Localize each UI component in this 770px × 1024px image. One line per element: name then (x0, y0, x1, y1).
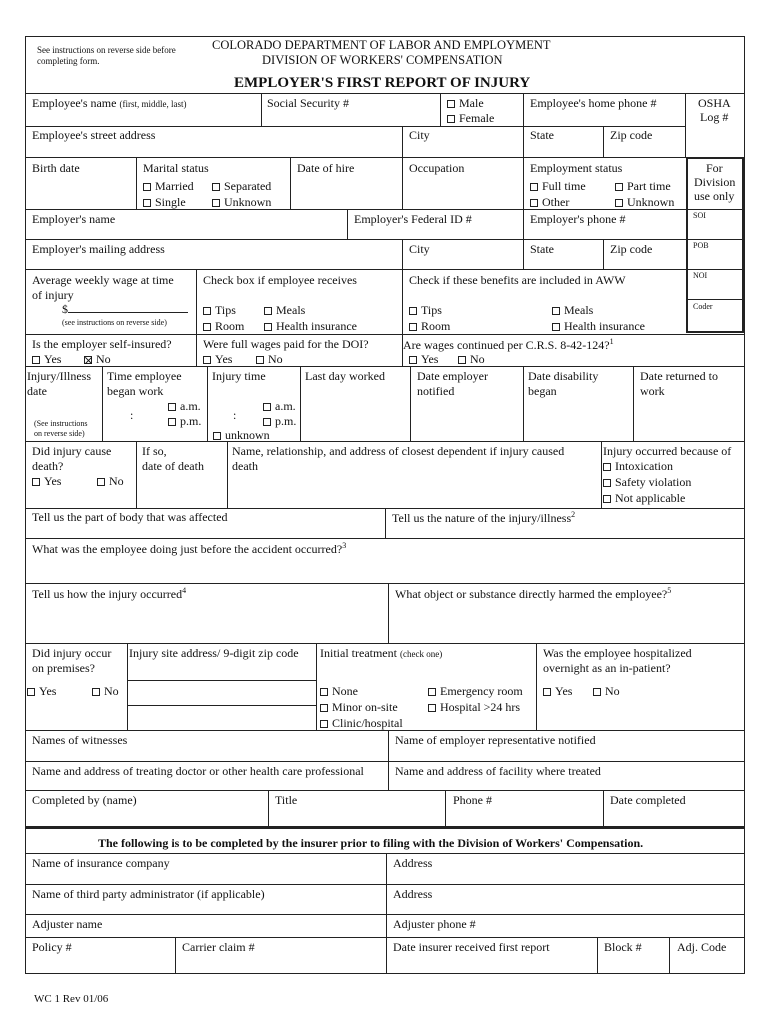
last-day-worked-label[interactable]: Last day worked (305, 369, 385, 383)
began-pm-checkbox[interactable]: p.m. (168, 414, 201, 428)
death-label: Did injury cause (32, 444, 112, 458)
self-insured-yes-checkbox[interactable]: Yes (32, 352, 61, 366)
wages-continued-no-checkbox[interactable]: No (458, 352, 485, 366)
employer-state-label[interactable]: State (530, 242, 554, 256)
on-premises-label-2: on premises? (32, 661, 95, 675)
aww-health-checkbox[interactable]: Health insurance (552, 319, 645, 333)
began-work-label-2: began work (107, 384, 164, 398)
full-wages-no-checkbox[interactable]: No (256, 352, 283, 366)
on-premises-label: Did injury occur (32, 646, 112, 660)
osha-label: OSHA (698, 96, 731, 110)
weekly-wage-input[interactable]: $ (62, 302, 188, 316)
premises-yes-checkbox[interactable]: Yes (27, 684, 56, 698)
began-work-label[interactable]: Time employee (107, 369, 182, 383)
object-substance-label[interactable]: What object or substance directly harmed the employee?$^5$ (395, 586, 672, 601)
weekly-wage-label: Average weekly wage at time (32, 273, 174, 287)
treating-doctor-label[interactable]: Name and address of treating doctor or other health care professional (32, 764, 364, 778)
pob-label: POB (693, 241, 709, 250)
death-label-2: death? (32, 459, 64, 473)
returned-to-work-label-2: work (640, 384, 665, 398)
form-revision: WC 1 Rev 01/06 (34, 993, 109, 1005)
street-address-label[interactable]: Employee's street address (32, 128, 156, 142)
date-completed-label[interactable]: Date completed (610, 793, 686, 807)
employer-zip-label[interactable]: Zip code (610, 242, 653, 256)
aww-label: Check if these benefits are included in AWW (409, 273, 626, 287)
mailing-address-label[interactable]: Employer's mailing address (32, 242, 165, 256)
inpatient-no-checkbox[interactable]: No (593, 684, 620, 698)
full-wages-label: Were full wages paid for the DOI? (203, 337, 369, 351)
separated-checkbox[interactable]: Separated (212, 179, 271, 193)
injury-site-label[interactable]: Injury site address/ 9-digit zip code (129, 646, 299, 660)
self-insured-no-checkbox[interactable]: No (84, 352, 111, 366)
marital-unknown-checkbox[interactable]: Unknown (212, 195, 271, 209)
treatment-none-checkbox[interactable]: None (320, 684, 358, 698)
inpatient-label: Was the employee hospitalized (543, 646, 692, 660)
not-applicable-checkbox[interactable]: Not applicable (603, 491, 685, 505)
received-date-label[interactable]: Date insurer received first report (393, 940, 550, 954)
facility-label[interactable]: Name and address of facility where treated (395, 764, 601, 778)
intoxication-checkbox[interactable]: Intoxication (603, 459, 673, 473)
noi-label: NOI (693, 271, 708, 280)
tips-checkbox[interactable]: Tips (203, 303, 236, 317)
employment-status-label: Employment status (530, 161, 623, 175)
part-time-checkbox[interactable]: Part time (615, 179, 671, 193)
returned-to-work-label[interactable]: Date returned to (640, 369, 718, 383)
injury-nature-label[interactable]: Tell us the nature of the injury/illness$^2$ (392, 510, 576, 525)
employer-name-label[interactable]: Employer's name (32, 212, 116, 226)
date-of-death-label-2: date of death (142, 459, 204, 473)
city-label[interactable]: City (409, 128, 430, 142)
treatment-minor-checkbox[interactable]: Minor on-site (320, 700, 398, 714)
treatment-hospital-checkbox[interactable]: Hospital >24 hrs (428, 700, 520, 714)
full-time-checkbox[interactable]: Full time (530, 179, 586, 193)
death-yes-checkbox[interactable]: Yes (32, 474, 61, 488)
began-colon: : (130, 408, 134, 422)
division-use-label: use only (694, 189, 735, 203)
insurance-company-label[interactable]: Name of insurance company (32, 856, 170, 870)
insurer-address-label[interactable]: Address (393, 856, 433, 870)
weekly-wage-label-2: of injury (32, 288, 74, 302)
employee-doing-label[interactable]: What was the employee doing just before the accident occurred?$^3$ (32, 541, 347, 556)
employer-rep-label[interactable]: Name of employer representative notified (395, 733, 596, 747)
division-for-label: For (706, 161, 723, 175)
employer-notified-label-2: notified (417, 384, 455, 398)
injury-time-label[interactable]: Injury time (212, 369, 266, 383)
adj-code-label[interactable]: Adj. Code (677, 940, 727, 954)
state-label[interactable]: State (530, 128, 554, 142)
dependent-label-2: death (232, 459, 258, 473)
initial-treatment-label: Initial treatment (check one) (320, 646, 443, 660)
body-part-label[interactable]: Tell us the part of body that was affected (32, 510, 228, 524)
health-insurance-checkbox[interactable]: Health insurance (264, 319, 357, 333)
soi-label: SOI (693, 211, 706, 220)
ssn-label[interactable]: Social Security # (267, 96, 349, 110)
form-title: EMPLOYER'S FIRST REPORT OF INJURY (234, 75, 531, 91)
receives-label: Check box if employee receives (203, 273, 357, 287)
home-phone-label[interactable]: Employee's home phone # (530, 96, 657, 110)
adjuster-name-label[interactable]: Adjuster name (32, 917, 103, 931)
because-label: Injury occurred because of (603, 444, 732, 458)
wage-hint: (see instructions on reverse side) (62, 318, 167, 327)
status-unknown-checkbox[interactable]: Unknown (615, 195, 674, 209)
injury-am-checkbox[interactable]: a.m. (263, 399, 296, 413)
agency-name: COLORADO DEPARTMENT OF LABOR AND EMPLOYMENT (212, 38, 551, 52)
how-injury-occurred-label[interactable]: Tell us how the injury occurred$^4$ (32, 586, 187, 601)
employer-phone-label[interactable]: Employer's phone # (530, 212, 626, 226)
disability-began-label-2: began (528, 384, 557, 398)
phone-label[interactable]: Phone # (453, 793, 492, 807)
tpa-label[interactable]: Name of third party administrator (if applicable) (32, 887, 265, 901)
instructions-note: See instructions on reverse side before completing form. (37, 45, 176, 66)
witnesses-label[interactable]: Names of witnesses (32, 733, 128, 747)
division-name: DIVISION OF WORKERS' COMPENSATION (262, 53, 503, 67)
injury-date-hint-2: on reverse side) (34, 429, 85, 438)
aww-room-checkbox[interactable]: Room (409, 319, 450, 333)
completed-by-label[interactable]: Completed by (name) (32, 793, 137, 807)
employer-city-label[interactable]: City (409, 242, 430, 256)
date-of-hire-label[interactable]: Date of hire (297, 161, 355, 175)
wages-continued-yes-checkbox[interactable]: Yes (409, 352, 438, 366)
carrier-claim-label[interactable]: Carrier claim # (182, 940, 255, 954)
room-checkbox[interactable]: Room (203, 319, 244, 333)
female-checkbox[interactable]: Female (447, 111, 494, 125)
safety-violation-checkbox[interactable]: Safety violation (603, 475, 691, 489)
treatment-clinic-checkbox[interactable]: Clinic/hospital (320, 716, 403, 730)
premises-no-checkbox[interactable]: No (92, 684, 119, 698)
tpa-address-label[interactable]: Address (393, 887, 433, 901)
marital-status-label: Marital status (143, 161, 209, 175)
inpatient-yes-checkbox[interactable]: Yes (543, 684, 572, 698)
death-no-checkbox[interactable]: No (97, 474, 124, 488)
treatment-er-checkbox[interactable]: Emergency room (428, 684, 523, 698)
aww-meals-checkbox[interactable]: Meals (552, 303, 593, 317)
insurer-banner: The following is to be completed by the insurer prior to filing with the Division of Workers' Compensation. (98, 836, 644, 850)
disability-began-label[interactable]: Date disability (528, 369, 599, 383)
zip-label[interactable]: Zip code (610, 128, 653, 142)
inpatient-label-2: overnight as an in-patient? (543, 661, 671, 675)
employee-name-label[interactable]: Employee's name (first, middle, last) (32, 96, 187, 110)
injury-date-label[interactable]: Injury/Illness (27, 369, 91, 383)
coder-label: Coder (693, 302, 713, 311)
federal-id-label[interactable]: Employer's Federal ID # (354, 212, 472, 226)
meals-checkbox[interactable]: Meals (264, 303, 305, 317)
injury-time-unknown-checkbox[interactable]: unknown (213, 428, 270, 442)
married-checkbox[interactable]: Married (143, 179, 194, 193)
adjuster-phone-label[interactable]: Adjuster phone # (393, 917, 476, 931)
injury-pm-checkbox[interactable]: p.m. (263, 414, 296, 428)
osha-log-label: Log # (700, 110, 729, 124)
single-checkbox[interactable]: Single (143, 195, 186, 209)
policy-label[interactable]: Policy # (32, 940, 72, 954)
employer-notified-label[interactable]: Date employer (417, 369, 488, 383)
block-label[interactable]: Block # (604, 940, 642, 954)
self-insured-label: Is the employer self-insured? (32, 337, 172, 351)
birth-date-label[interactable]: Birth date (32, 161, 80, 175)
division-label: Division (694, 175, 736, 189)
other-checkbox[interactable]: Other (530, 195, 569, 209)
occupation-label[interactable]: Occupation (409, 161, 465, 175)
full-wages-yes-checkbox[interactable]: Yes (203, 352, 232, 366)
wages-continued-label: Are wages continued per C.R.S. 8-42-124?$^1$ (403, 337, 614, 352)
injury-date-label-2: date (27, 384, 47, 398)
aww-tips-checkbox[interactable]: Tips (409, 303, 442, 317)
injury-date-hint: (See instructions (34, 419, 88, 428)
male-checkbox[interactable]: Male (447, 96, 484, 110)
date-of-death-label[interactable]: If so, (142, 444, 167, 458)
title-label[interactable]: Title (275, 793, 298, 807)
injury-time-colon: : (233, 408, 237, 422)
dependent-label[interactable]: Name, relationship, and address of closest dependent if injury caused (232, 444, 565, 458)
began-am-checkbox[interactable]: a.m. (168, 399, 201, 413)
